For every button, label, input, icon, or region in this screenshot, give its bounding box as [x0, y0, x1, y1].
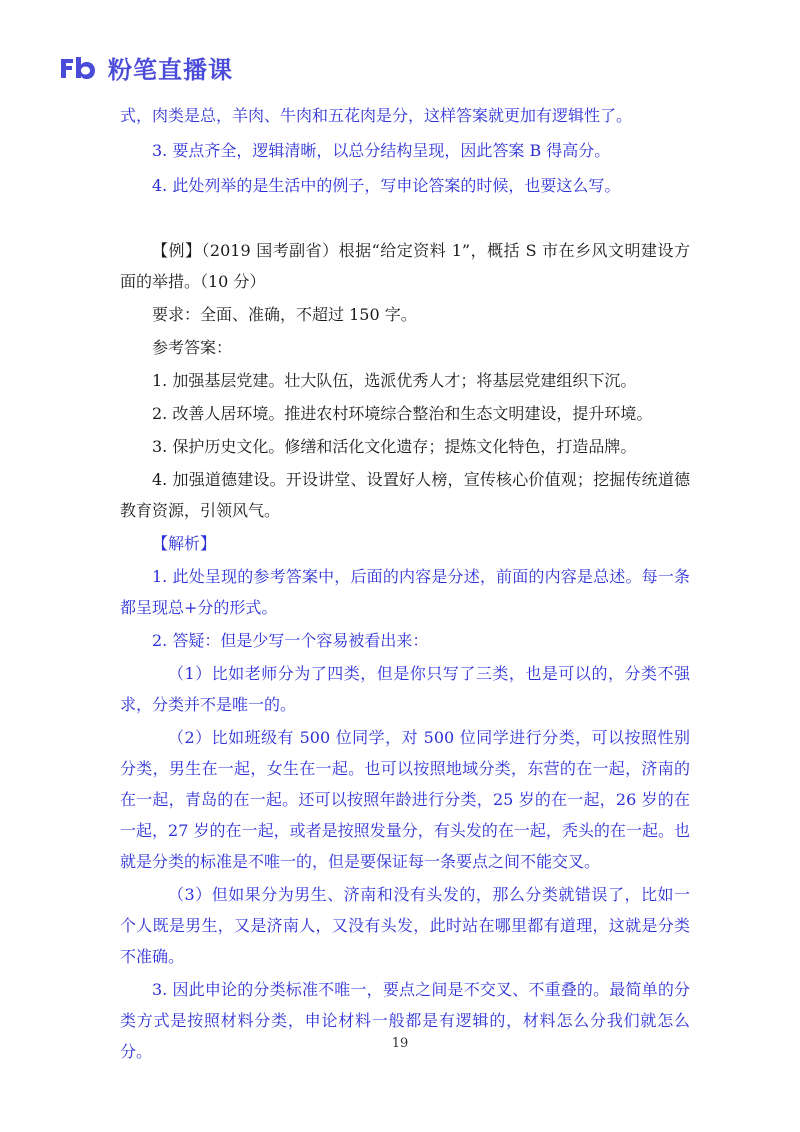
answer-item: 4. 加强道德建设。开设讲堂、设置好人榜，宣传核心价值观；挖掘传统道德教育资源，引领风气。 [120, 470, 690, 520]
fb-logo-icon [58, 53, 98, 83]
example-question: 【例】（2019 国考副省）根据“给定资料 1”，概括 S 市在乡风文明建设方面的举措。（10 分） [120, 241, 690, 291]
paragraph: 式，肉类是总，羊肉、牛肉和五花肉是分，这样答案就更加有逻辑性了。 [120, 106, 633, 125]
analysis-item: （3）但如果分为男生、济南和没有头发的，那么分类就错误了，比如一个人既是男生，又是济南人，又没有头发，此时站在哪里都有道理，这就是分类不准确。 [120, 885, 690, 966]
analysis-item: 2. 答疑：但是少写一个容易被看出来： [152, 631, 429, 650]
header [58, 50, 233, 85]
page-content [120, 100, 690, 1067]
brand-name: 粉笔直播课 [108, 56, 233, 84]
page-number: 19 [391, 1036, 409, 1051]
analysis-item: 3. 因此申论的分类标准不唯一，要点之间是不交叉、不重叠的。最简单的分类方式是按照材料分类，申论材料一般都是有逻辑的，材料怎么分我们就怎么分。 [120, 980, 690, 1061]
analysis-item: 1. 此处呈现的参考答案中，后面的内容是分述，前面的内容是总述。每一条都呈现总+分的形式。 [120, 567, 690, 617]
answer-item: 3. 保护历史文化。修缮和活化文化遗存；提炼文化特色，打造品牌。 [152, 437, 637, 456]
paragraph: 3. 要点齐全，逻辑清晰，以总分结构呈现，因此答案 B 得高分。 [152, 141, 611, 160]
spacer [120, 201, 690, 235]
answer-item: 2. 改善人居环境。推进农村环境综合整治和生态文明建设，提升环境。 [152, 404, 653, 423]
analysis-item: （2）比如班级有 500 位同学，对 500 位同学进行分类，可以按照性别分类，男生在一起，女生在一起。也可以按照地域分类，东营的在一起，济南的在一起，青岛的在一起。还可以按照年龄进行分类，25 岁的在一起，26 岁的在一起，27 岁的在一起，或者是按照发量分，有头发的在一起，秃头的在一起。也就是分类的标准是不唯一的，但是要保证每一条要点之间不能交叉。 [120, 728, 690, 871]
paragraph: 4. 此处列举的是生活中的例子，写申论答案的时候，也要这么写。 [152, 176, 621, 195]
paragraph: 要求：全面、准确，不超过 150 字。 [152, 305, 417, 324]
answer-item: 1. 加强基层党建。壮大队伍，选派优秀人才；将基层党建组织下沉。 [152, 371, 637, 390]
paragraph: 参考答案： [152, 338, 233, 357]
analysis-item: （1）比如老师分为了四类，但是你只写了三类，也是可以的，分类不强求，分类并不是唯一的。 [120, 664, 690, 714]
analysis-heading: 【解析】 [152, 534, 217, 553]
